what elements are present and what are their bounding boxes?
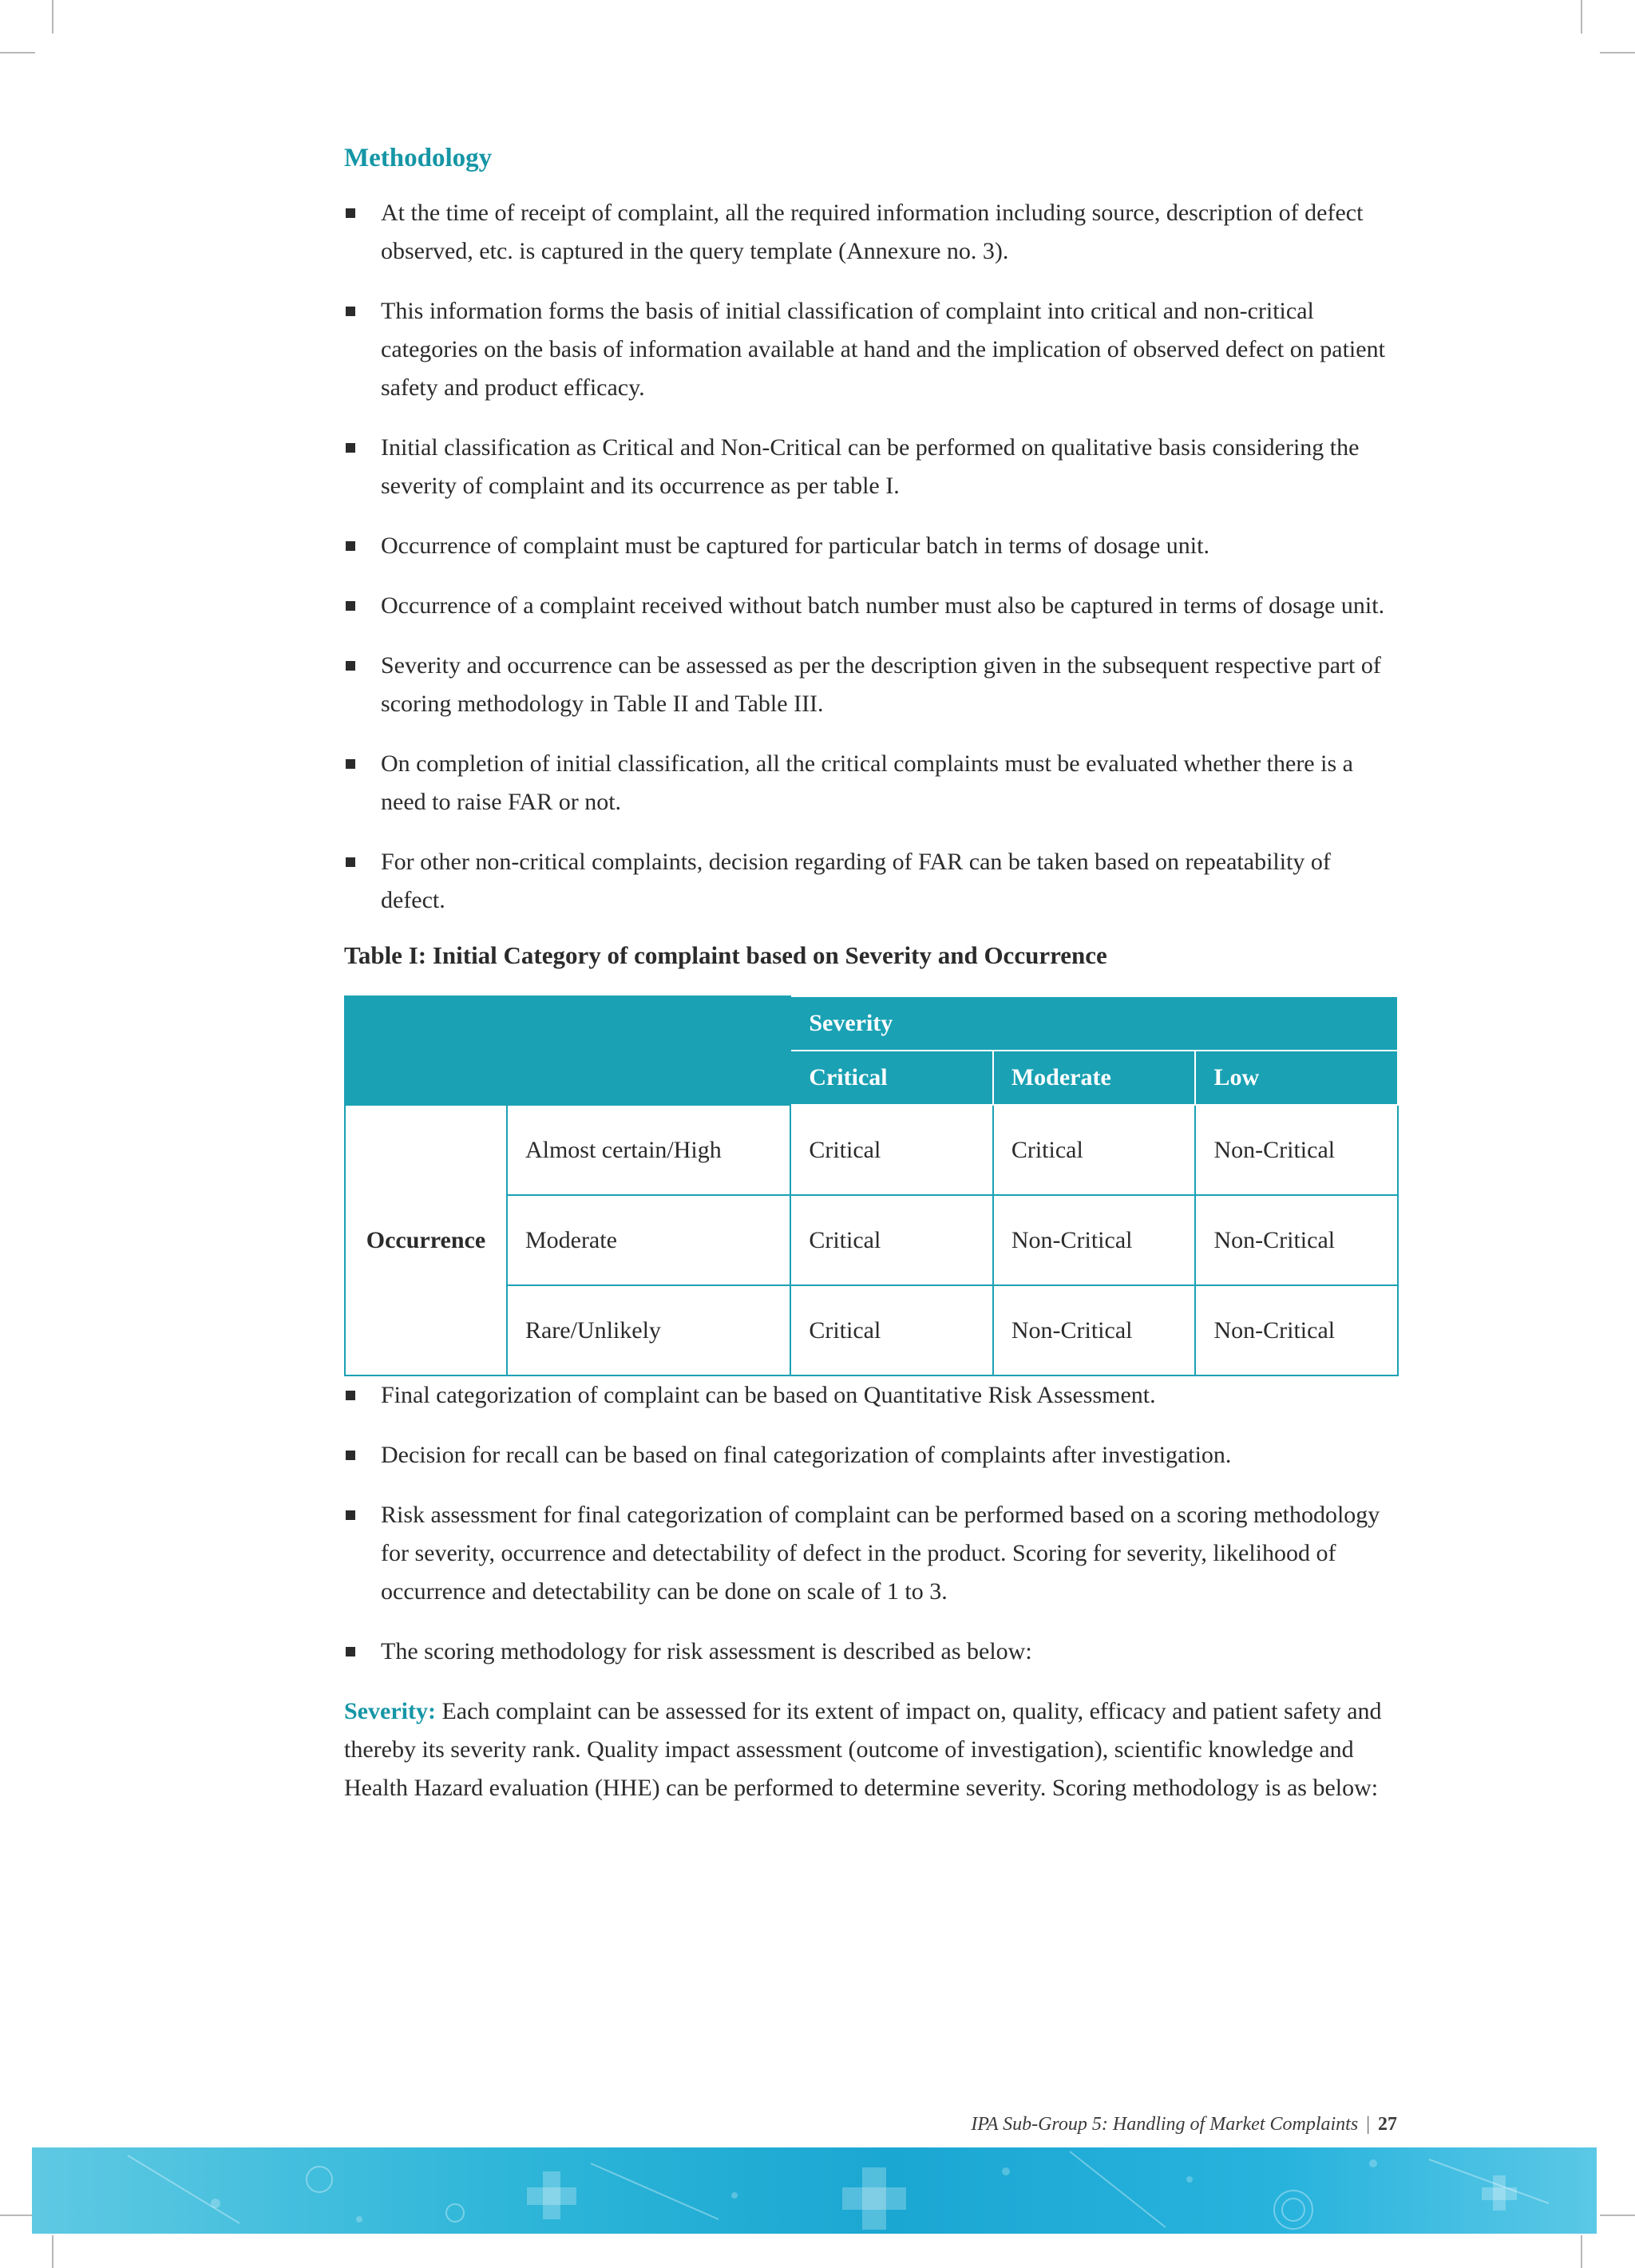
severity-level-header: Low [1195,1051,1398,1105]
bullet-square-icon [346,208,355,218]
bullet-text: Occurrence of complaint must be captured for particular batch in terms of dosage unit. [381,532,1209,559]
table-title: Table I: Initial Category of complaint based on Severity and Occurrence [344,941,1107,969]
bullet-text: Risk assessment for final categorization of complaint can be performed based on a scoring methodology for severity, occurrence and detectability of defect in the product. Scoring for severity, likelihood of occurrence and detectability can be done on scale of 1 to 3. [381,1502,1380,1605]
severity-occurrence-table [344,995,1399,1376]
bullet-text: Occurrence of a complaint received without batch number must also be captured in terms of dosage unit. [381,592,1385,619]
bullet-square-icon [346,443,355,453]
bullet-text: This information forms the basis of initial classification of complaint into critical and non-critical categories on the basis of information available at hand and the implication of observed defect on patient safety and product efficacy. [381,298,1385,401]
list-item [344,843,1398,920]
crop-mark [52,2235,53,2268]
list-item [344,647,1398,723]
risk-bullet-list [344,1376,1398,1671]
list-item [344,1496,1398,1611]
occurrence-level: Almost certain/High [507,1105,790,1195]
list-item [344,1376,1398,1415]
severity-paragraph [344,1692,1398,1807]
crop-mark [52,0,53,34]
page-content [344,144,1398,1807]
table-cell: Critical [993,1105,1196,1195]
bullet-text: Decision for recall can be based on final categorization of complaints after investigation. [381,1442,1232,1468]
severity-level-header: Critical [790,1051,993,1105]
severity-header: Severity [790,996,1398,1051]
occurrence-level: Moderate [507,1195,790,1285]
table-cell: Non-Critical [993,1195,1196,1285]
table-cell: Non-Critical [1195,1195,1398,1285]
bullet-square-icon [346,1647,355,1656]
crop-mark [1581,2235,1582,2268]
list-item [344,587,1398,625]
table-cell: Critical [790,1285,993,1375]
bullet-text: The scoring methodology for risk assessment is described as below: [381,1638,1032,1664]
list-item [344,527,1398,565]
footer-separator: | [1366,2114,1370,2135]
section-title: Methodology [344,144,493,172]
severity-level-header: Moderate [993,1051,1196,1105]
bullet-square-icon [346,541,355,551]
occurrence-label: Occurrence [345,1105,507,1375]
crop-mark [1581,0,1582,34]
page-number: 27 [1378,2114,1397,2135]
list-item [344,1633,1398,1671]
crop-mark [0,52,35,53]
list-item [344,1436,1398,1474]
crop-mark [1600,2215,1635,2216]
medical-pattern-icon [32,2147,1597,2234]
bullet-square-icon [346,1510,355,1520]
page-footer [971,2114,1397,2135]
running-title: IPA Sub-Group 5: Handling of Market Complaints [971,2114,1359,2135]
bullet-text: Final categorization of complaint can be based on Quantitative Risk Assessment. [381,1382,1156,1408]
bullet-text: Severity and occurrence can be assessed as per the description given in the subsequent respective part of scoring methodology in Table II and Table III. [381,652,1381,717]
table-cell: Non-Critical [1195,1285,1398,1375]
table-corner-cell [345,996,790,1105]
bullet-text: For other non-critical complaints, decision regarding of FAR can be taken based on repeatability of defect. [381,849,1331,913]
methodology-bullet-list [344,194,1398,920]
occurrence-level: Rare/Unlikely [507,1285,790,1375]
table-row [345,1105,1398,1195]
crop-mark [1600,52,1635,53]
list-item [344,194,1398,271]
bullet-square-icon [346,857,355,867]
bullet-square-icon [346,1391,355,1400]
list-item [344,429,1398,505]
table-cell: Critical [790,1105,993,1195]
severity-text: Each complaint can be assessed for its extent of impact on, quality, efficacy and patient safety and thereby its severity rank. Quality impact assessment (outcome of investigation), scientific knowledge and Health Hazard evaluation (HHE) can be performed to determine severity. Scoring methodology is as below: [344,1698,1382,1801]
decorative-banner [32,2147,1597,2234]
bullet-text: Initial classification as Critical and Non-Critical can be performed on qualitative basis considering the severity of complaint and its occurrence as per table I. [381,434,1360,499]
bullet-square-icon [346,1451,355,1460]
severity-lead: Severity: [344,1698,436,1724]
table-cell: Critical [790,1195,993,1285]
list-item [344,745,1398,821]
list-item [344,292,1398,407]
bullet-square-icon [346,307,355,316]
crop-mark [0,2215,35,2216]
bullet-text: On completion of initial classification, all the critical complaints must be evaluated whether there is a need to raise FAR or not. [381,750,1353,815]
table-cell: Non-Critical [993,1285,1196,1375]
bullet-square-icon [346,661,355,671]
bullet-square-icon [346,759,355,769]
bullet-square-icon [346,601,355,611]
table-cell: Non-Critical [1195,1105,1398,1195]
bullet-text: At the time of receipt of complaint, all the required information including source, description of defect observed, etc. is captured in the query template (Annexure no. 3). [381,200,1364,264]
